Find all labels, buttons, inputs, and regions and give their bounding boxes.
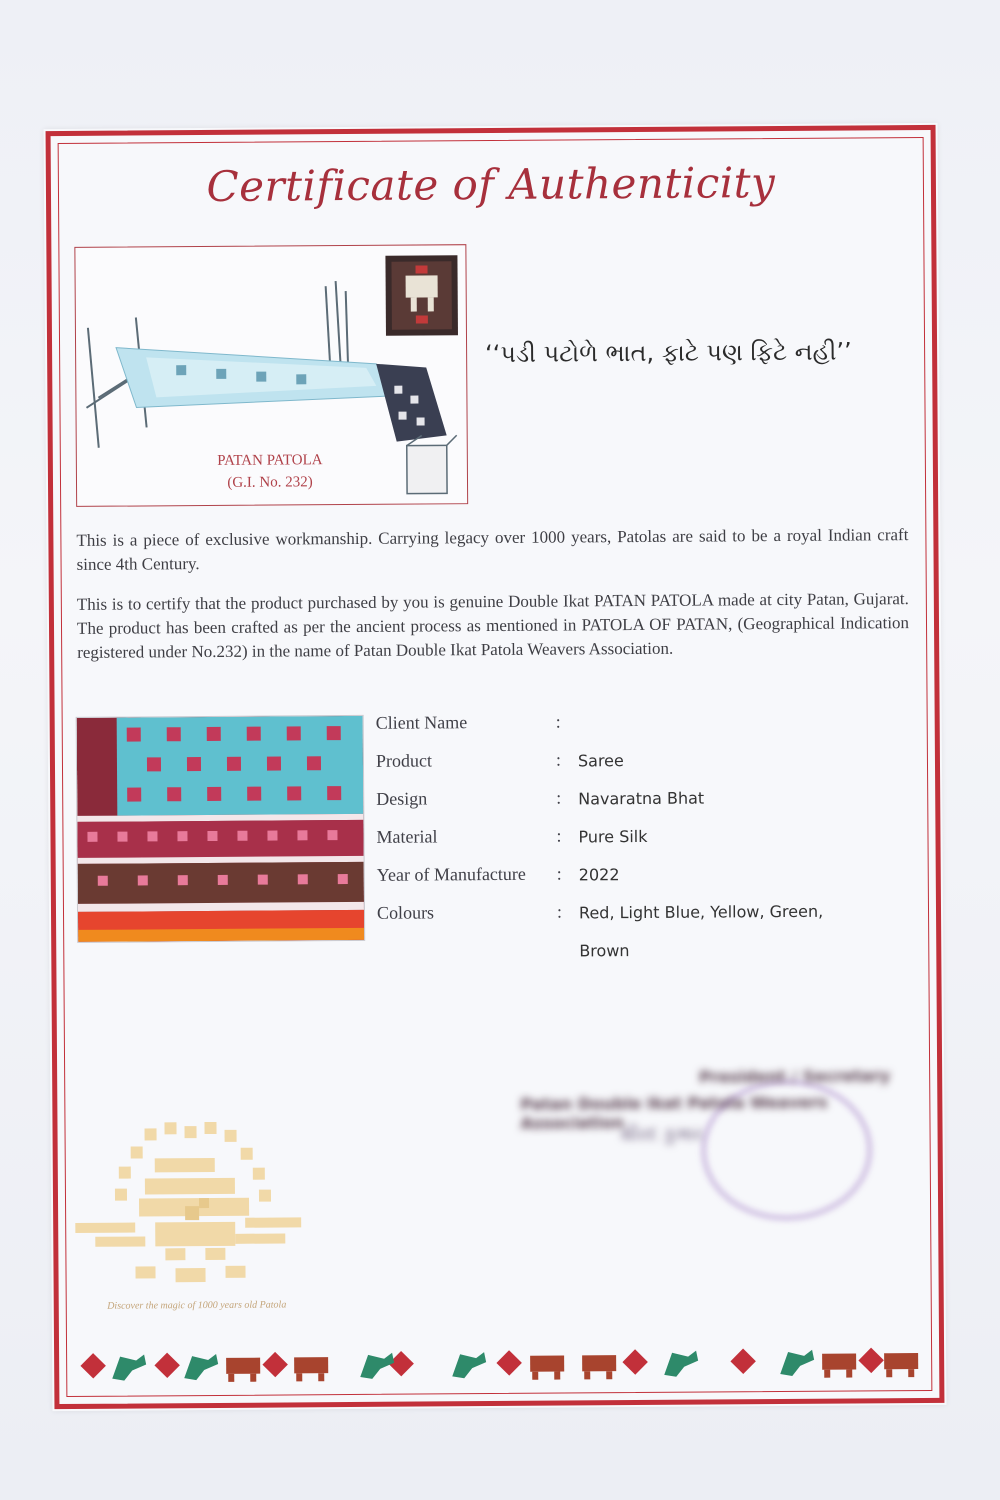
detail-row-colours <box>377 899 918 983</box>
border-motif-strip <box>80 1345 920 1387</box>
signature: ક્ષીરદ કુમાર <box>620 1123 704 1146</box>
signatory-role: President / Secretary <box>698 1066 891 1087</box>
loom-illustration-box <box>74 244 468 507</box>
detail-colon: : <box>555 711 561 732</box>
peacock-logo-icon <box>74 1117 305 1299</box>
detail-label: Design <box>376 788 428 809</box>
gujarati-proverb: ‘‘પડી પટોળે ભાત, ફાટે પણ ફિટે નહી’’ <box>485 337 852 369</box>
product-details <box>376 709 918 983</box>
detail-colon: : <box>556 863 562 884</box>
certificate-title: Certificate of Authenticity <box>206 158 776 211</box>
detail-label: Colours <box>376 902 435 923</box>
legacy-paragraph: This is a piece of exclusive workmanship. Carrying legacy over 1000 years, Patolas are said to be a royal Indian craft since 4th Century. <box>76 525 909 574</box>
elephant-motif-icon <box>385 255 458 336</box>
detail-label: Material <box>376 826 438 847</box>
detail-value: Saree <box>577 751 624 771</box>
detail-value: Navaratna Bhat <box>578 788 705 809</box>
hero-caption-gi: (G.I. No. 232) <box>227 474 313 491</box>
logo-tagline: Discover the magic of 1000 years old Patola <box>107 1299 287 1312</box>
detail-label: Client Name <box>375 712 468 733</box>
certificate-sheet <box>44 123 947 1411</box>
detail-value: 2022 <box>578 865 620 885</box>
detail-colon: : <box>556 787 562 808</box>
saree-photo <box>76 715 366 943</box>
detail-colon: : <box>556 901 563 922</box>
signature-block <box>520 1058 921 1221</box>
signatory-org: Patan Double Ikat Patola Weavers Association <box>520 1092 828 1133</box>
detail-label: Year of Manufacture <box>376 863 526 885</box>
detail-value: Pure Silk <box>578 826 648 847</box>
hero-caption-title: PATAN PATOLA <box>217 452 323 469</box>
detail-colon: : <box>555 749 562 770</box>
detail-label: Product <box>375 750 433 771</box>
certification-paragraph: This is to certify that the product purchased by you is genuine Double Ikat PATAN PATOLA made at city Patan, Gujarat. The product has been crafted as per the ancient process as mentioned in PATOLA OF PATAN, (Geographical Indication registered under No.232) in the name of Patan Double Ikat Patola Weavers Association. <box>76 589 910 662</box>
detail-value: Red, Light Blue, Yellow, Green, Brown <box>578 901 824 961</box>
detail-colon: : <box>556 825 562 846</box>
